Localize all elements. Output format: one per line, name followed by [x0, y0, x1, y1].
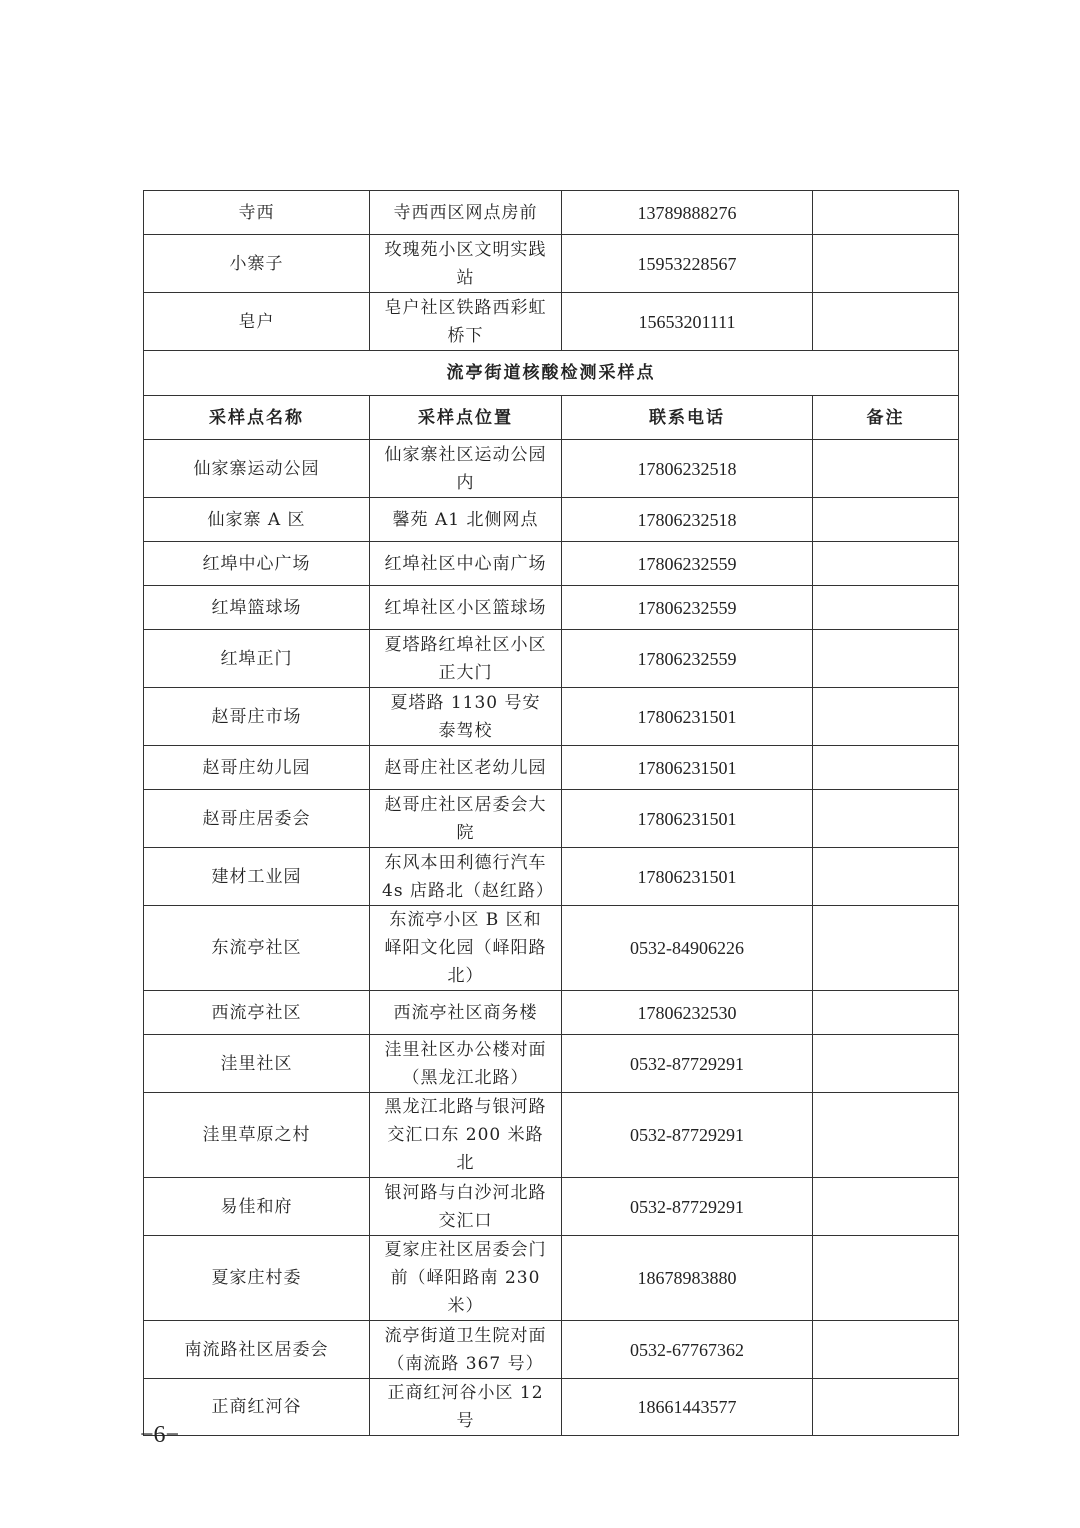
point-note [813, 293, 959, 351]
point-note [813, 1035, 959, 1093]
point-note [813, 1379, 959, 1436]
point-name: 西流亭社区 [144, 991, 370, 1035]
point-phone: 18661443577 [562, 1379, 813, 1436]
point-phone: 0532-87729291 [562, 1178, 813, 1236]
table-row [144, 1321, 959, 1379]
point-note [813, 586, 959, 630]
point-name: 东流亭社区 [144, 906, 370, 991]
point-phone: 17806232518 [562, 498, 813, 542]
table-row [144, 746, 959, 790]
point-name: 洼里社区 [144, 1035, 370, 1093]
point-location: 西流亭社区商务楼 [370, 991, 562, 1035]
point-phone: 0532-87729291 [562, 1093, 813, 1178]
point-name: 赵哥庄幼儿园 [144, 746, 370, 790]
point-phone: 0532-87729291 [562, 1035, 813, 1093]
point-name: 红埠正门 [144, 630, 370, 688]
point-note [813, 688, 959, 746]
table-row [144, 1093, 959, 1178]
point-location: 东风本田利德行汽车4s 店路北（赵红路） [370, 848, 562, 906]
point-location: 红埠社区小区篮球场 [370, 586, 562, 630]
point-name: 红埠中心广场 [144, 542, 370, 586]
point-phone: 17806232559 [562, 586, 813, 630]
table-row [144, 542, 959, 586]
point-phone: 17806232559 [562, 542, 813, 586]
point-note [813, 991, 959, 1035]
point-phone: 18678983880 [562, 1236, 813, 1321]
point-name: 皂户 [144, 293, 370, 351]
table-row [144, 1236, 959, 1321]
point-note [813, 440, 959, 498]
table-row [144, 586, 959, 630]
point-phone: 15953228567 [562, 235, 813, 293]
header-note: 备注 [813, 396, 959, 440]
point-name: 红埠篮球场 [144, 586, 370, 630]
table-row [144, 235, 959, 293]
point-note [813, 191, 959, 235]
point-note [813, 848, 959, 906]
point-name: 仙家寨 A 区 [144, 498, 370, 542]
point-note [813, 790, 959, 848]
header-row [144, 396, 959, 440]
point-location: 夏塔路红埠社区小区正大门 [370, 630, 562, 688]
point-location: 馨苑 A1 北侧网点 [370, 498, 562, 542]
header-phone: 联系电话 [562, 396, 813, 440]
point-name: 正商红河谷 [144, 1379, 370, 1436]
point-name: 寺西 [144, 191, 370, 235]
table-row [144, 440, 959, 498]
point-phone: 15653201111 [562, 293, 813, 351]
point-name: 赵哥庄居委会 [144, 790, 370, 848]
point-note [813, 906, 959, 991]
point-note [813, 746, 959, 790]
point-phone: 17806232530 [562, 991, 813, 1035]
table-row [144, 630, 959, 688]
point-name: 小寨子 [144, 235, 370, 293]
point-location: 赵哥庄社区老幼儿园 [370, 746, 562, 790]
point-phone: 17806231501 [562, 746, 813, 790]
point-note [813, 235, 959, 293]
point-note [813, 1321, 959, 1379]
table-row [144, 1178, 959, 1236]
point-phone: 17806232559 [562, 630, 813, 688]
point-phone: 13789888276 [562, 191, 813, 235]
point-note [813, 1178, 959, 1236]
point-location: 洼里社区办公楼对面（黑龙江北路） [370, 1035, 562, 1093]
point-phone: 17806231501 [562, 848, 813, 906]
sampling-points-table [143, 190, 959, 1436]
point-location: 玫瑰苑小区文明实践站 [370, 235, 562, 293]
point-location: 红埠社区中心南广场 [370, 542, 562, 586]
table-row [144, 1035, 959, 1093]
point-note [813, 630, 959, 688]
section-title-row [144, 351, 959, 396]
table-row [144, 191, 959, 235]
point-name: 夏家庄村委 [144, 1236, 370, 1321]
table-row [144, 906, 959, 991]
point-note [813, 1093, 959, 1178]
point-name: 洼里草原之村 [144, 1093, 370, 1178]
point-location: 皂户社区铁路西彩虹桥下 [370, 293, 562, 351]
point-location: 夏家庄社区居委会门前（峄阳路南 230 米） [370, 1236, 562, 1321]
table-row [144, 991, 959, 1035]
header-name: 采样点名称 [144, 396, 370, 440]
point-phone: 17806232518 [562, 440, 813, 498]
table-row [144, 293, 959, 351]
point-phone: 0532-84906226 [562, 906, 813, 991]
point-location: 仙家寨社区运动公园内 [370, 440, 562, 498]
point-phone: 17806231501 [562, 688, 813, 746]
table-row [144, 498, 959, 542]
point-name: 建材工业园 [144, 848, 370, 906]
table-row [144, 688, 959, 746]
point-note [813, 542, 959, 586]
point-location: 赵哥庄社区居委会大院 [370, 790, 562, 848]
section-title: 流亭街道核酸检测采样点 [144, 351, 959, 396]
point-phone: 0532-67767362 [562, 1321, 813, 1379]
table-row [144, 1379, 959, 1436]
point-location: 流亭街道卫生院对面（南流路 367 号） [370, 1321, 562, 1379]
point-name: 仙家寨运动公园 [144, 440, 370, 498]
point-note [813, 1236, 959, 1321]
point-name: 赵哥庄市场 [144, 688, 370, 746]
table-row [144, 790, 959, 848]
point-name: 易佳和府 [144, 1178, 370, 1236]
point-location: 东流亭小区 B 区和峄阳文化园（峄阳路北） [370, 906, 562, 991]
point-location: 寺西西区网点房前 [370, 191, 562, 235]
header-location: 采样点位置 [370, 396, 562, 440]
point-location: 银河路与白沙河北路交汇口 [370, 1178, 562, 1236]
point-phone: 17806231501 [562, 790, 813, 848]
point-name: 南流路社区居委会 [144, 1321, 370, 1379]
point-location: 夏塔路 1130 号安泰驾校 [370, 688, 562, 746]
page-number: −6− [140, 1422, 180, 1448]
point-location: 黑龙江北路与银河路交汇口东 200 米路北 [370, 1093, 562, 1178]
point-location: 正商红河谷小区 12 号 [370, 1379, 562, 1436]
point-note [813, 498, 959, 542]
table-row [144, 848, 959, 906]
